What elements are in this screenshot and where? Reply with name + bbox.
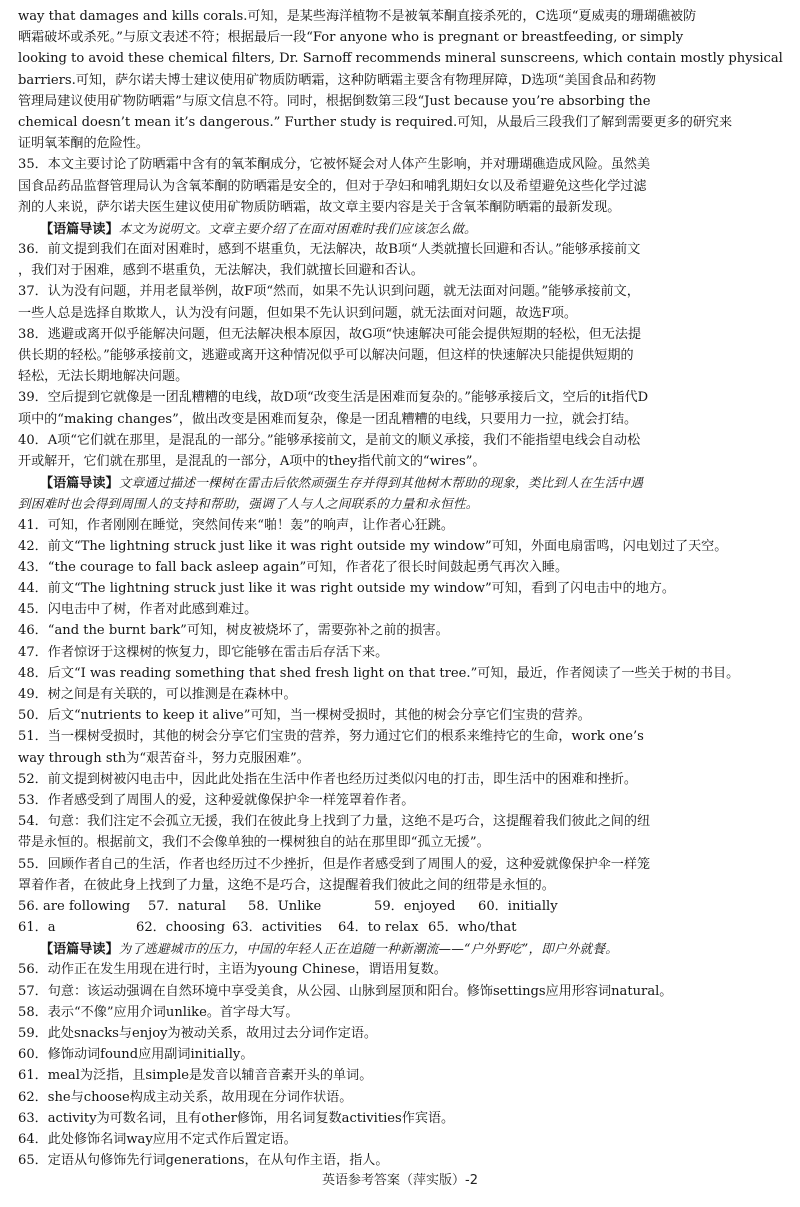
guide-text: 文章通过描述一棵树在雷击后依然顽强生存并得到其他树木帮助的现象，类比到人在生活中遇 xyxy=(118,475,644,491)
text-line: 56．动作正在发生用现在进行时，主语为young Chinese，谓语用复数。 xyxy=(18,962,447,978)
answer-63: 63．activities xyxy=(232,920,322,936)
text-line: 57．句意：该运动强调在自然环境中享受美食，从公园、山脉到屋顶和阳台。修饰settings应用形容词natural。 xyxy=(18,983,673,999)
text-line: 65．定语从句修饰先行词generations，在从句作主语，指人。 xyxy=(18,1153,389,1169)
text-line: 39．空后提到它就像是一团乱糟糟的电线，故D项“改变生活是困难而复杂的。”能够承接后文，空后的it指代D xyxy=(18,390,649,406)
text-line: 43．“the courage to fall back asleep again”可知，作者花了很长时间鼓起勇气再次入睡。 xyxy=(18,559,569,575)
guide-tag: 【语篇导读】 xyxy=(40,942,119,958)
text-line: 37．认为没有问题，并用老鼠举例，故F项“然而，如果不先认识到问题，就无法面对问题。”能够承接前文， xyxy=(18,284,640,300)
text-line: 晒霜破坏或杀死。”与原文表述不符；根据最后一段“For anyone who is pregnant or breastfeeding, or simply xyxy=(18,30,684,46)
text-line: 一些人总是选择自欺欺人，认为没有问题，但如果不先认识到问题，就无法面对问题，故选F项。 xyxy=(18,305,578,321)
text-line: 55．回顾作者自己的生活，作者也经历过不少挫折，但是作者感受到了周围人的爱，这种爱就像保护伞一样笼 xyxy=(18,856,651,872)
guide-tag: 【语篇导读】 xyxy=(40,476,119,492)
text-line: 44．前文“The lightning struck just like it was right outside my window”可知，看到了闪电击中的地方。 xyxy=(18,581,675,597)
text-line: 剂的人来说，萨尔诺夫医生建议使用矿物质防晒霜，故文章主要内容是关于含氧苯酮防晒霜的最新发现。 xyxy=(18,199,621,215)
text-line: 64．此处修饰名词way应用不定式作后置定语。 xyxy=(18,1131,297,1147)
text-line: way that damages and kills corals.可知，是某些海洋植物不是被氧苯酮直接杀死的，C选项“夏威夷的珊瑚礁被防 xyxy=(18,9,697,24)
text-line: 开或解开，它们就在那里，是混乱的一部分，A项中的they指代前文的“wires”。 xyxy=(18,453,486,469)
answers-row-56-60 xyxy=(18,896,786,917)
text-line: 48．后文“I was reading something that shed fresh light on that tree.”可知，最近，作者阅读了一些关于树的书目。 xyxy=(18,665,740,681)
page-footer: 英语参考答案（萍实版）-2 xyxy=(322,1173,478,1188)
text-line: 项中的“making changes”，做出改变是困难而复杂，像是一团乱糟糟的电线，只要用力一拉，就会打结。 xyxy=(18,411,638,427)
answers-row-61-65 xyxy=(18,917,786,938)
text-line: 供长期的轻松。”能够承接前文，逃避或离开这种情况似乎可以解决问题，但这样的快速解决只能提供短期的 xyxy=(18,348,634,363)
text-line: 国食品药品监督管理局认为含氧苯酮的防晒霜是安全的，但对于孕妇和哺乳期妇女以及希望避免这些化学过滤 xyxy=(18,178,647,194)
text-line: ，我们对于困难，感到不堪重负，无法解决，我们就擅长回避和否认。 xyxy=(18,263,424,279)
text-line: 带是永恒的。根据前文，我们不会像单独的一棵树独自的站在那里即“孤立无援”。 xyxy=(18,835,490,851)
text-line: looking to avoid these chemical filters, Dr. Sarnoff recommends mineral sunscreens, which contain mostly physical xyxy=(18,51,783,67)
answer-56: 56. are following xyxy=(18,898,131,914)
text-line: 46．“and the burnt bark”可知，树皮被烧坏了，需要弥补之前的损害。 xyxy=(18,623,449,639)
text-line: 59．此处snacks与enjoy为被动关系，故用过去分词作定语。 xyxy=(18,1026,378,1041)
text-line: barriers.可知，萨尔诺夫博士建议使用矿物质防晒霜，这种防晒霜主要含有物理屏障，D选项“美国食品和药物 xyxy=(18,72,657,88)
text-line: 45．闪电击中了树，作者对此感到难过。 xyxy=(18,602,258,618)
guide-text: 到困难时也会得到周围人的支持和帮助，强调了人与人之间联系的力量和永恒性。 xyxy=(18,496,479,512)
text-line: 53．作者感受到了周围人的爱，这种爱就像保护伞一样笼罩着作者。 xyxy=(18,792,415,808)
text-line: 54．句意：我们注定不会孤立无援，我们在彼此身上找到了力量，这绝不是巧合，这提醒着我们彼此之间的纽 xyxy=(18,814,651,830)
reading-guide-1 xyxy=(18,218,786,239)
answer-62: 62．choosing xyxy=(136,920,226,936)
answer-64: 64．to relax xyxy=(338,920,419,936)
reading-guide-3 xyxy=(18,938,786,959)
text-line: 49．树之间是有关联的，可以推测是在森林中。 xyxy=(18,687,297,702)
text-line: 62．she与choose构成主动关系，故用现在分词作状语。 xyxy=(18,1089,353,1105)
text-line: chemical doesn’t mean it’s dangerous.” Further study is required.可知，从最后三段我们了解到需要更多的研究来 xyxy=(18,114,733,130)
text-line: 47．作者惊讶于这棵树的恢复力，即它能够在雷击后存活下来。 xyxy=(18,644,389,660)
text-line: 轻松，无法长期地解决问题。 xyxy=(18,369,189,385)
guide-tag: 【语篇导读】 xyxy=(40,221,119,237)
guide-text: 本文为说明文。文章主要介绍了在面对困难时我们应该怎么做。 xyxy=(118,220,477,236)
answer-61: 61．a xyxy=(18,920,56,936)
text-line: 41．可知，作者刚刚在睡觉，突然间传来“啪！轰”的响声，让作者心狂跳。 xyxy=(18,517,454,533)
text-line: 35．本文主要讨论了防晒霜中含有的氧苯酮成分，它被怀疑会对人体产生影响，并对珊瑚礁造成风险。虽然美 xyxy=(18,157,651,173)
text-line: way through sth为“艰苦奋斗，努力克服困难”。 xyxy=(18,750,310,766)
text-line: 52．前文提到树被闪电击中，因此此处指在生活中作者也经历过类似闪电的打击，即生活中的困难和挫折。 xyxy=(18,771,637,787)
text-line: 63．activity为可数名词，且有other修饰，用名词复数activities作宾语。 xyxy=(18,1110,455,1126)
text-line: 36．前文提到我们在面对困难时，感到不堪重负，无法解决，故B项“人类就擅长回避和否认。”能够承接前文 xyxy=(18,242,641,258)
answer-60: 60．initially xyxy=(478,898,558,914)
passage-analysis-block-2 xyxy=(18,239,786,472)
guide-text: 为了逃避城市的压力，中国的年轻人正在追随一种新潮流——“户外野吃”，即户外就餐。 xyxy=(118,941,619,957)
text-line: 61．meal为泛指，且simple是发音以辅音音素开头的单词。 xyxy=(18,1068,373,1084)
text-line: 42．前文“The lightning struck just like it was right outside my window”可知，外面电扇雷鸣，闪电划过了天空。 xyxy=(18,538,728,554)
answer-57: 57．natural xyxy=(148,898,226,914)
answer-59: 59．enjoyed xyxy=(374,898,456,914)
passage-analysis-block-1 xyxy=(18,6,786,218)
text-line: 60．修饰动词found应用副词initially。 xyxy=(18,1047,254,1063)
text-line: 罩着作者，在彼此身上找到了力量，这绝不是巧合，这提醒着我们彼此之间的纽带是永恒的。 xyxy=(18,877,555,893)
text-line: 58．表示“不像”应用介词unlike。首字母大写。 xyxy=(18,1004,299,1020)
passage-analysis-block-4 xyxy=(18,959,786,1171)
answer-65: 65．who/that xyxy=(428,920,517,936)
text-line: 管理局建议使用矿物防晒霜”与原文信息不符。同时，根据倒数第三段“Just because you’re absorbing the xyxy=(18,93,651,109)
text-line: 证明氧苯酮的危险性。 xyxy=(18,136,149,152)
passage-analysis-block-3 xyxy=(18,515,786,896)
text-line: 38．逃避或离开似乎能解决问题，但无法解决根本原因，故G项“快速解决可能会提供短期的轻松，但无法提 xyxy=(18,326,642,342)
text-line: 40．A项“它们就在那里，是混乱的一部分。”能够承接前文，是前文的顺义承接，我们不能指望电线会自动松 xyxy=(18,432,641,448)
answer-58: 58．Unlike xyxy=(248,898,322,914)
text-line: 50．后文“nutrients to keep it alive”可知，当一棵树受损时，其他的树会分享它们宝贵的营养。 xyxy=(18,708,591,724)
text-line: 51．当一棵树受损时，其他的树会分享它们宝贵的营养，努力通过它们的根系来维持它的生命，work one’s xyxy=(18,729,644,745)
reading-guide-2 xyxy=(18,472,786,514)
